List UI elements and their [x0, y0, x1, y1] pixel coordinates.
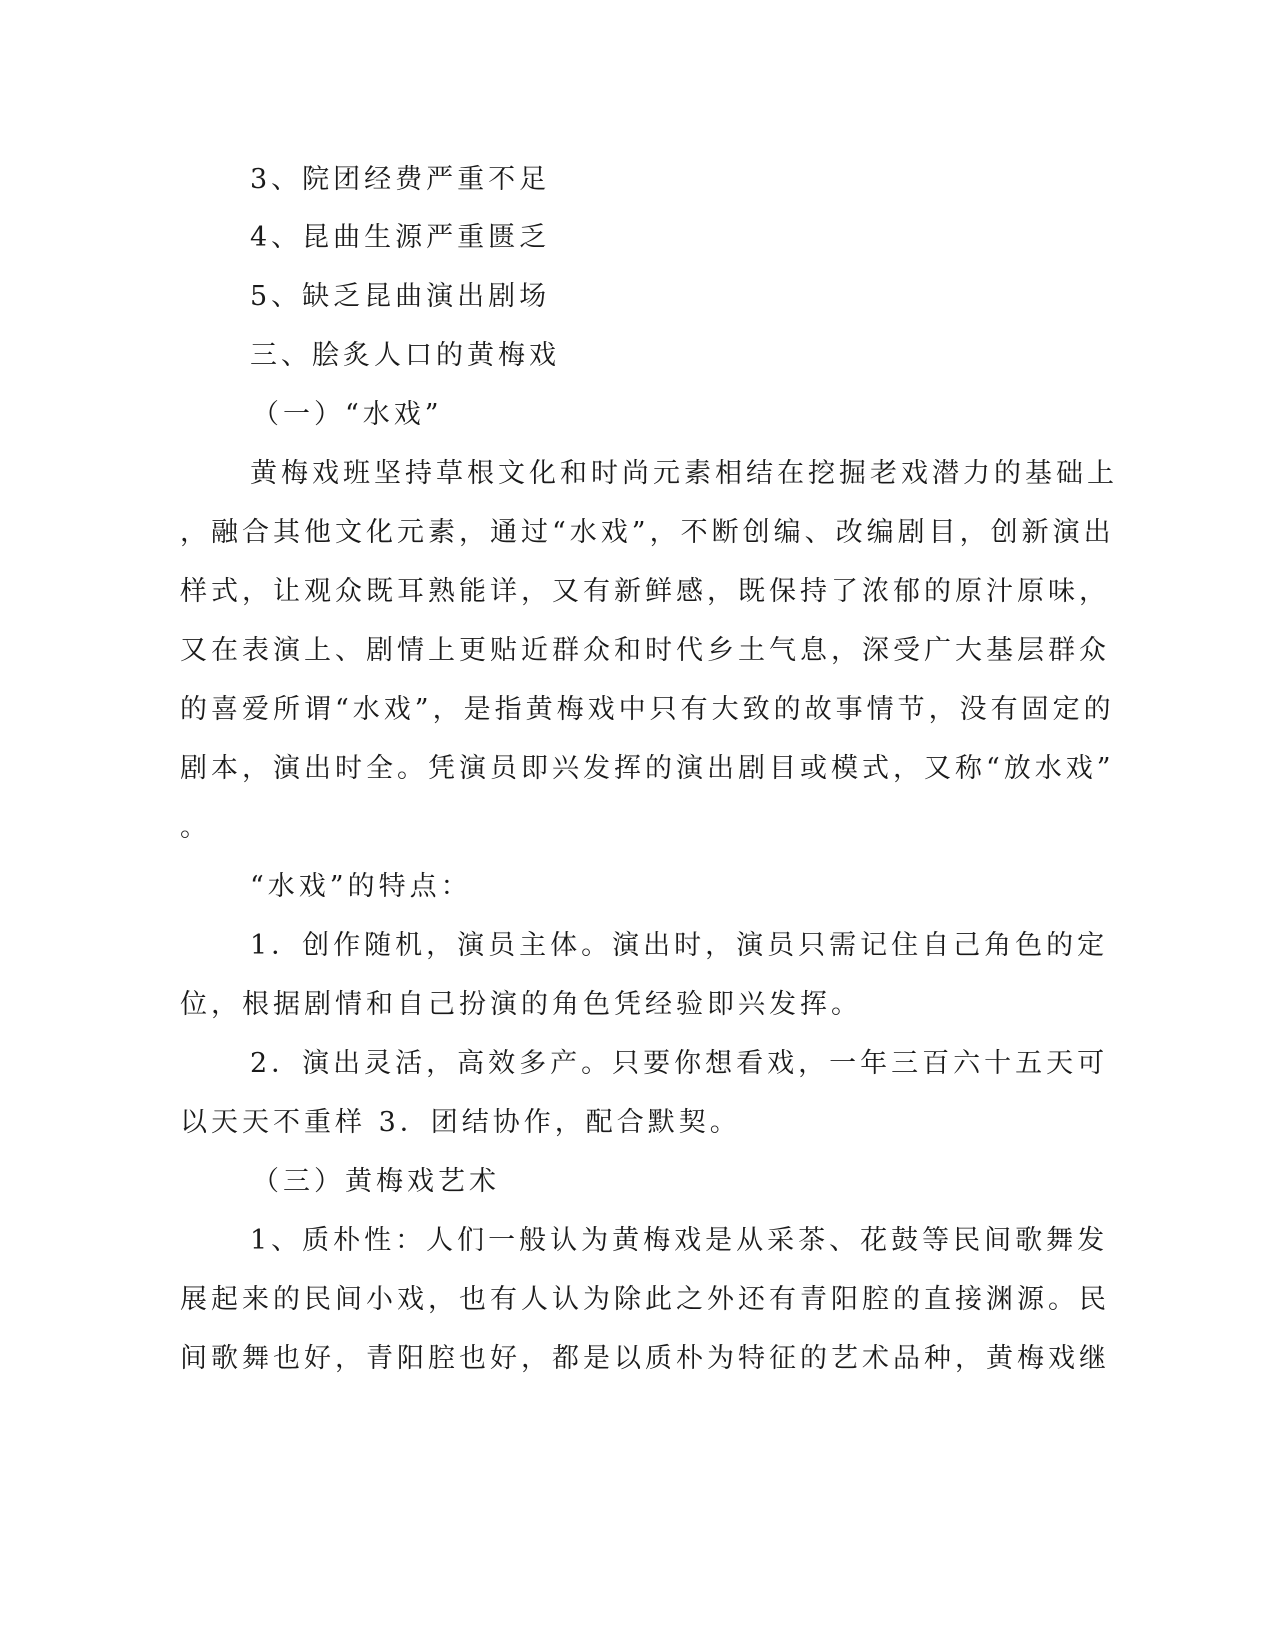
features-heading: “水戏”的特点： [250, 871, 472, 902]
paragraph-line: 黄梅戏班坚持草根文化和时尚元素相结在挖掘老戏潜力的基础上 [250, 458, 1118, 489]
paragraph-line: 。 [180, 812, 211, 843]
paragraph-line: 的喜爱所谓“水戏”，是指黄梅戏中只有大致的故事情节，没有固定的 [180, 694, 1115, 725]
section-heading-huangmei: 三、脍炙人口的黄梅戏 [250, 340, 560, 371]
subsection-heading-shuixi: （一）“水戏” [252, 399, 443, 430]
list-item-students: 4、昆曲生源严重匮乏 [250, 222, 551, 253]
subsection-heading-art: （三）黄梅戏艺术 [252, 1166, 500, 1197]
list-item-funding: 3、院团经费严重不足 [250, 164, 551, 195]
paragraph-line: 剧本，演出时全。凭演员即兴发挥的演出剧目或模式，又称“放水戏” [180, 753, 1115, 784]
paragraph-line: ，融合其他文化元素，通过“水戏”，不断创编、改编剧目，创新演出 [180, 517, 1115, 548]
paragraph-line: 又在表演上、剧情上更贴近群众和时代乡土气息，深受广大基层群众 [180, 635, 1110, 666]
list-item-theaters: 5、缺乏昆曲演出剧场 [250, 281, 551, 312]
feature-item-line: 1．创作随机，演员主体。演出时，演员只需记住自己角色的定 [250, 930, 1109, 961]
feature-item-line: 2．演出灵活，高效多产。只要你想看戏，一年三百六十五天可 [250, 1048, 1109, 1079]
paragraph-line: 间歌舞也好，青阳腔也好，都是以质朴为特征的艺术品种，黄梅戏继 [180, 1343, 1110, 1374]
feature-item-line: 位，根据剧情和自己扮演的角色凭经验即兴发挥。 [180, 989, 862, 1020]
paragraph-line: 展起来的民间小戏，也有人认为除此之外还有青阳腔的直接渊源。民 [180, 1284, 1110, 1315]
paragraph-line: 样式，让观众既耳熟能详，又有新鲜感，既保持了浓郁的原汁原味， [180, 576, 1110, 607]
paragraph-line: 1、质朴性：人们一般认为黄梅戏是从采茶、花鼓等民间歌舞发 [250, 1225, 1109, 1256]
feature-item-line: 以天天不重样 3．团结协作，配合默契。 [180, 1107, 741, 1138]
